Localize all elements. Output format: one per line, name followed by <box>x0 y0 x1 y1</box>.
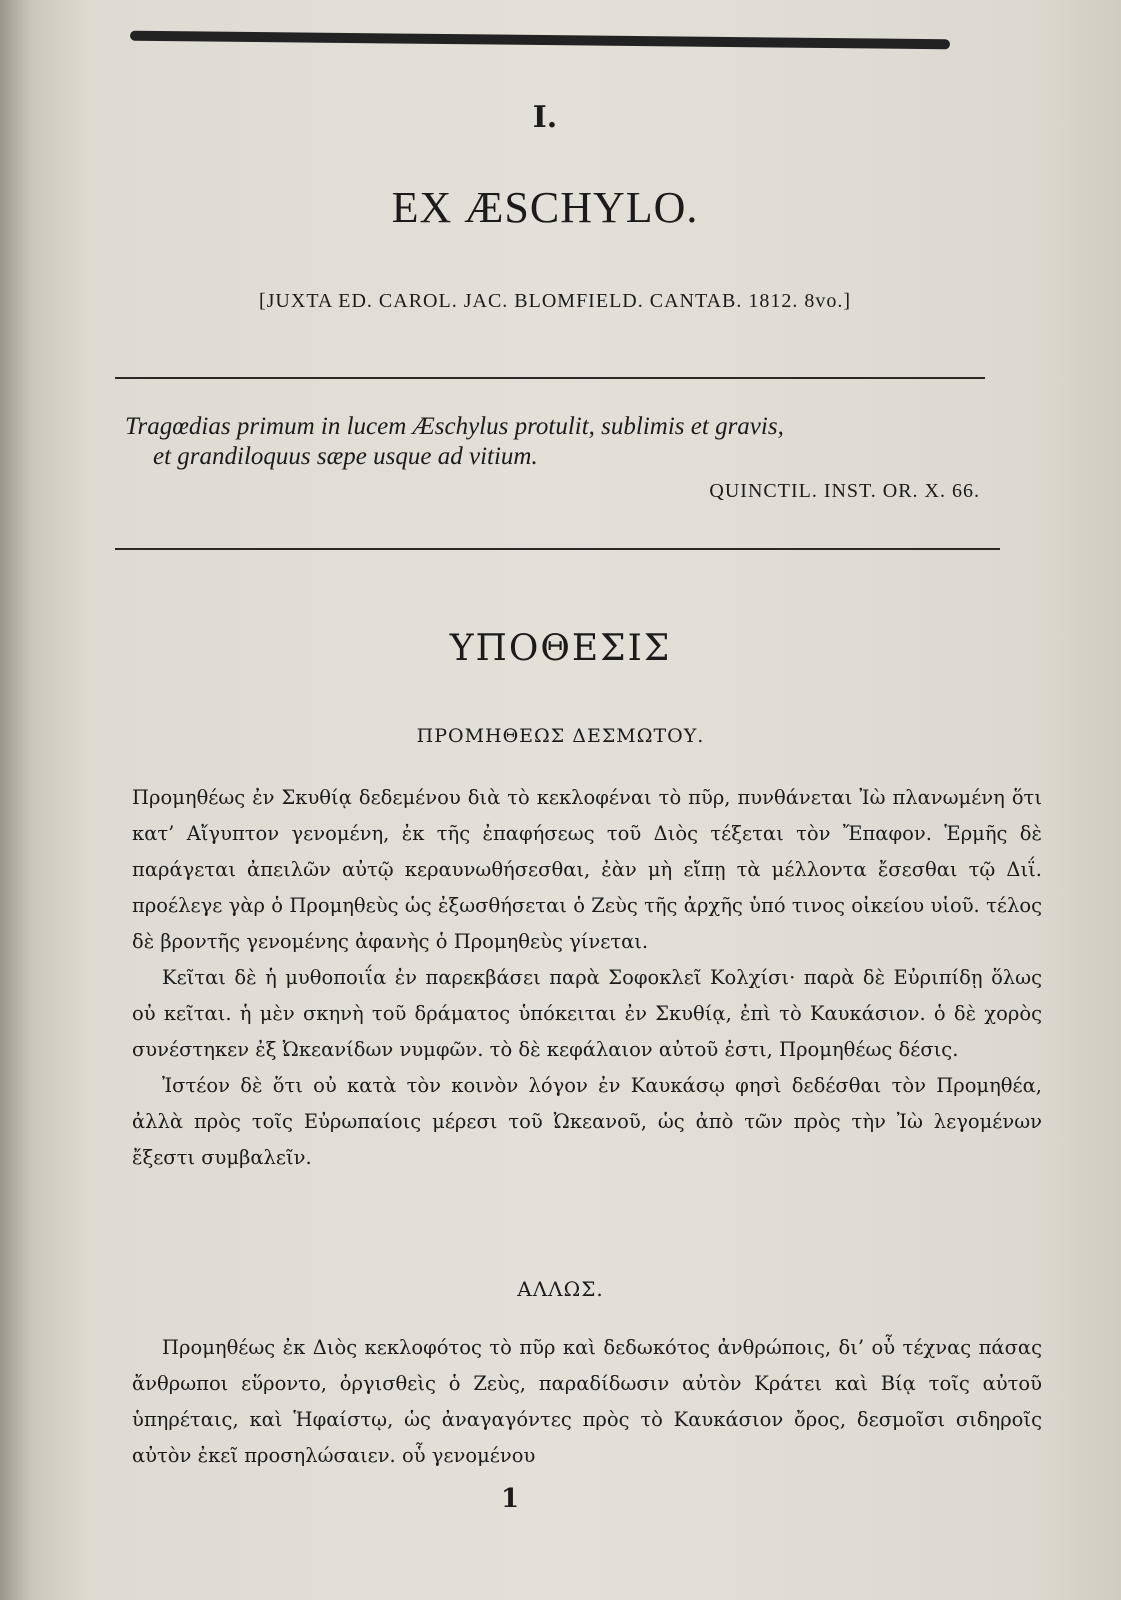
hypothesis-paragraph-1: Προμηθέως ἐν Σκυθίᾳ δεδεμένου διὰ τὸ κεκλοφέναι τὸ πῦρ, πυνθάνεται Ἰὼ πλανωμένη ὅτι κατ’ Αἴγυπτον γενομένη, ἐκ τῆς ἐπαφήσεως τοῦ Διὸς τέξεται τὸν Ἔπαφον. Ἑρμῆς δὲ παράγεται ἀπειλῶν αὐτῷ κεραυνωθήσεσθαι, ἐὰν μὴ εἴπῃ τὰ μέλλοντα ἔσεσθαι τῷ Διΐ. προέλεγε γὰρ ὁ Προμηθεὺς ὡς ἐξωσθήσεται ὁ Ζεὺς τῆς ἀρχῆς ὑπό τινος οἰκείου υἱοῦ. τέλος δὲ βροντῆς γενομένης ἀφανὴς ὁ Προμηθεὺς γίνεται. <box>132 786 1042 953</box>
hypothesis-text <box>132 780 1042 1176</box>
epigraph-citation: QUINCTIL. INST. OR. X. 66. <box>709 480 980 502</box>
page-number: 1 <box>500 1484 520 1514</box>
allos-heading: ΑΛΛΩΣ. <box>517 1277 604 1301</box>
hypothesis-paragraph-3: Ἰστέον δὲ ὅτι οὐ κατὰ τὸν κοινὸν λόγον ἐν Καυκάσῳ φησὶ δεδέσθαι τὸν Προμηθέα, ἀλλὰ πρὸς τοῖς Εὐρωπαίοις μέρεσι τοῦ Ὠκεανοῦ, ὡς ἀπὸ τῶν πρὸς τὴν Ἰὼ λεγομένων ἔξεστι συμβαλεῖν. <box>132 1074 1042 1169</box>
allos-text <box>132 1330 1042 1474</box>
epigraph-line-2: et grandiloquus sæpe usque ad vitium. <box>153 443 538 470</box>
page-title: EX ÆSCHYLO. <box>391 183 699 232</box>
edition-note: [JUXTA ED. CAROL. JAC. BLOMFIELD. CANTAB. 1812. 8vo.] <box>258 290 852 312</box>
divider-rule-upper <box>115 377 985 379</box>
epigraph-line-1: Tragœdias primum in lucem Æschylus protulit, sublimis et gravis, <box>125 413 784 440</box>
allos-paragraph: Προμηθέως ἐκ Διὸς κεκλοφότος τὸ πῦρ καὶ δεδωκότος ἀνθρώποις, δι’ οὗ τέχνας πάσας ἄνθρωποι εὕροντο, ὀργισθεὶς ὁ Ζεὺς, παραδίδωσιν αὐτὸν Κράτει καὶ Βίᾳ τοῖς αὐτοῦ ὑπηρέταις, καὶ Ἡφαίστῳ, ὡς ἀναγαγόντες πρὸς τὸ Καυκάσιον ὄρος, δεσμοῖσι σιδηροῖς αὐτὸν ἐκεῖ προσηλώσαιεν. οὗ γενομένου <box>132 1336 1042 1467</box>
hypothesis-heading: ΥΠΟΘΕΣΙΣ <box>449 628 672 669</box>
top-thick-rule <box>130 31 950 50</box>
epigraph <box>125 412 995 472</box>
hypothesis-subtitle: ΠΡΟΜΗΘΕΩΣ ΔΕΣΜΩΤΟΥ. <box>416 725 705 747</box>
section-number: I. <box>532 100 558 135</box>
hypothesis-paragraph-2: Κεῖται δὲ ἡ μυθοποιΐα ἐν παρεκβάσει παρὰ Σοφοκλεῖ Κολχίσι· παρὰ δὲ Εὐριπίδῃ ὅλως οὐ κεῖται. ἡ μὲν σκηνὴ τοῦ δράματος ὑπόκειται ἐν Σκυθίᾳ, ἐπὶ τὸ Καυκάσιον. ὁ δὲ χορὸς συνέστηκεν ἐξ Ὠκεανίδων νυμφῶν. τὸ δὲ κεφάλαιον αὐτοῦ ἐστι, Προμηθέως δέσις. <box>132 966 1042 1061</box>
divider-rule-lower <box>115 548 1000 550</box>
